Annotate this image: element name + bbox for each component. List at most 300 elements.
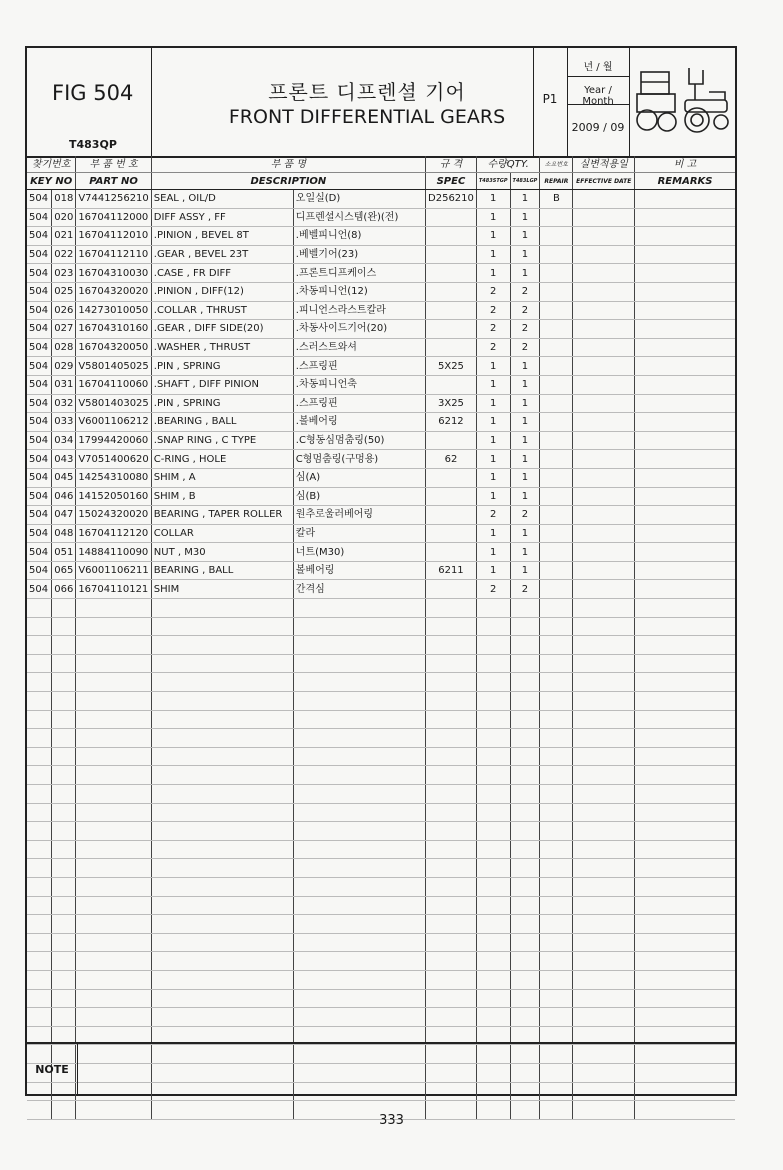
cell-repair xyxy=(540,394,573,413)
cell-q1: 1 xyxy=(476,561,510,580)
cell-spec xyxy=(426,524,477,543)
cell-key xyxy=(52,933,76,952)
cell-part xyxy=(76,822,151,841)
cell-part: V7441256210 xyxy=(76,190,151,209)
cell-q1 xyxy=(476,970,510,989)
cell-fig xyxy=(27,915,52,934)
cell-spec xyxy=(426,580,477,599)
cell-repair: B xyxy=(540,190,573,209)
cell-repair xyxy=(540,301,573,320)
cell-fig: 504 xyxy=(27,580,52,599)
qty-header-kr: 수량QTY. xyxy=(476,156,539,173)
year-month-label-kr: 년 / 월 xyxy=(583,62,613,73)
cell-fig xyxy=(27,952,52,971)
cell-desc-en xyxy=(151,766,293,785)
cell-eff xyxy=(573,654,635,673)
cell-eff xyxy=(573,301,635,320)
cell-q2: 1 xyxy=(510,375,540,394)
cell-key xyxy=(52,859,76,878)
cell-q2: 1 xyxy=(510,208,540,227)
cell-rem xyxy=(635,970,735,989)
cell-rem xyxy=(635,227,735,246)
cell-key: 023 xyxy=(52,264,76,283)
year-month-value: 2009 / 09 xyxy=(571,121,625,134)
empty-row xyxy=(27,822,735,841)
qty2-header-en: T483LGP xyxy=(510,173,540,190)
cell-eff xyxy=(573,933,635,952)
cell-q1: 1 xyxy=(476,413,510,432)
cell-q1 xyxy=(476,710,510,729)
cell-key: 047 xyxy=(52,506,76,525)
cell-spec xyxy=(426,227,477,246)
empty-row xyxy=(27,896,735,915)
cell-spec xyxy=(426,877,477,896)
cell-q2: 1 xyxy=(510,543,540,562)
cell-eff xyxy=(573,208,635,227)
parts-sheet xyxy=(25,46,737,1096)
cell-q1: 1 xyxy=(476,450,510,469)
cell-key xyxy=(52,989,76,1008)
cell-part: 16704112110 xyxy=(76,245,151,264)
empty-row xyxy=(27,654,735,673)
cell-fig xyxy=(27,599,52,618)
cell-spec xyxy=(426,1008,477,1027)
cell-eff xyxy=(573,1008,635,1027)
cell-eff xyxy=(573,264,635,283)
cell-key: 046 xyxy=(52,487,76,506)
cell-eff xyxy=(573,915,635,934)
cell-q2: 1 xyxy=(510,450,540,469)
cell-q2 xyxy=(510,877,540,896)
cell-fig xyxy=(27,654,52,673)
cell-repair xyxy=(540,673,573,692)
cell-fig: 504 xyxy=(27,524,52,543)
cell-desc-kr: .C형동심멈춤링(50) xyxy=(293,431,425,450)
cell-key: 048 xyxy=(52,524,76,543)
cell-rem xyxy=(635,245,735,264)
cell-desc-kr xyxy=(293,896,425,915)
cell-eff xyxy=(573,227,635,246)
cell-desc-en: .PIN , SPRING xyxy=(151,394,293,413)
empty-row xyxy=(27,915,735,934)
cell-q1 xyxy=(476,617,510,636)
cell-spec: 6212 xyxy=(426,413,477,432)
cell-desc-en: .SNAP RING , C TYPE xyxy=(151,431,293,450)
cell-q2: 2 xyxy=(510,301,540,320)
note-area xyxy=(27,1042,735,1096)
cell-rem xyxy=(635,301,735,320)
cell-desc-kr: .베벨기어(23) xyxy=(293,245,425,264)
cell-desc-en xyxy=(151,859,293,878)
cell-spec xyxy=(426,747,477,766)
cell-repair xyxy=(540,636,573,655)
cell-desc-kr xyxy=(293,599,425,618)
cell-fig: 504 xyxy=(27,301,52,320)
cell-rem xyxy=(635,840,735,859)
cell-fig xyxy=(27,766,52,785)
cell-repair xyxy=(540,729,573,748)
page-code: P1 xyxy=(542,92,558,106)
cell-eff xyxy=(573,636,635,655)
empty-row xyxy=(27,970,735,989)
key-header-en: KEY NO xyxy=(27,173,76,190)
cell-q1: 2 xyxy=(476,282,510,301)
cell-repair xyxy=(540,933,573,952)
cell-q2: 1 xyxy=(510,357,540,376)
cell-spec xyxy=(426,915,477,934)
cell-eff xyxy=(573,245,635,264)
cell-desc-kr xyxy=(293,822,425,841)
cell-fig: 504 xyxy=(27,375,52,394)
cell-part xyxy=(76,710,151,729)
cell-q1: 1 xyxy=(476,524,510,543)
cell-q2: 1 xyxy=(510,394,540,413)
cell-fig xyxy=(27,710,52,729)
cell-repair xyxy=(540,338,573,357)
cell-fig xyxy=(27,989,52,1008)
empty-row xyxy=(27,1008,735,1027)
spec-header-en: SPEC xyxy=(426,173,477,190)
cell-spec xyxy=(426,338,477,357)
empty-row xyxy=(27,840,735,859)
cell-desc-en xyxy=(151,710,293,729)
cell-repair xyxy=(540,580,573,599)
cell-q2 xyxy=(510,636,540,655)
cell-rem xyxy=(635,450,735,469)
cell-key xyxy=(52,766,76,785)
cell-desc-kr: 칼라 xyxy=(293,524,425,543)
cell-part: 14273010050 xyxy=(76,301,151,320)
cell-spec xyxy=(426,543,477,562)
cell-q2: 2 xyxy=(510,282,540,301)
eff-header-en: EFFECTIVE DATE xyxy=(573,173,635,190)
cell-part xyxy=(76,859,151,878)
cell-fig xyxy=(27,747,52,766)
cell-desc-kr: .볼베어링 xyxy=(293,413,425,432)
cell-eff xyxy=(573,822,635,841)
cell-q2: 2 xyxy=(510,506,540,525)
cell-desc-en: .PINION , BEVEL 8T xyxy=(151,227,293,246)
cell-key xyxy=(52,617,76,636)
cell-spec xyxy=(426,859,477,878)
cell-rem xyxy=(635,766,735,785)
cell-desc-en: .PIN , SPRING xyxy=(151,357,293,376)
cell-q1: 1 xyxy=(476,394,510,413)
cell-q1 xyxy=(476,692,510,711)
cell-desc-en: BEARING , TAPER ROLLER xyxy=(151,506,293,525)
cell-repair xyxy=(540,747,573,766)
cell-eff xyxy=(573,375,635,394)
cell-q2 xyxy=(510,952,540,971)
cell-spec: 6211 xyxy=(426,561,477,580)
cell-spec xyxy=(426,896,477,915)
cell-key xyxy=(52,729,76,748)
cell-eff xyxy=(573,357,635,376)
cell-q2 xyxy=(510,617,540,636)
cell-q2 xyxy=(510,822,540,841)
cell-q1 xyxy=(476,915,510,934)
cell-repair xyxy=(540,487,573,506)
cell-desc-en xyxy=(151,915,293,934)
cell-desc-en: SEAL , OIL/D xyxy=(151,190,293,209)
cell-repair xyxy=(540,245,573,264)
cell-part: 15024320020 xyxy=(76,506,151,525)
cell-desc-kr xyxy=(293,785,425,804)
cell-desc-kr: 원추로울러베어링 xyxy=(293,506,425,525)
cell-repair xyxy=(540,264,573,283)
table-row xyxy=(27,561,735,580)
cell-repair xyxy=(540,450,573,469)
cell-fig: 504 xyxy=(27,487,52,506)
cell-part: 16704112120 xyxy=(76,524,151,543)
cell-desc-en: .COLLAR , THRUST xyxy=(151,301,293,320)
cell-fig xyxy=(27,896,52,915)
cell-desc-en: .WASHER , THRUST xyxy=(151,338,293,357)
cell-q1: 1 xyxy=(476,264,510,283)
cell-q1 xyxy=(476,989,510,1008)
empty-row xyxy=(27,692,735,711)
cell-desc-en: .GEAR , DIFF SIDE(20) xyxy=(151,320,293,339)
cell-q1: 1 xyxy=(476,431,510,450)
cell-desc-kr: 오일실(D) xyxy=(293,190,425,209)
cell-q1 xyxy=(476,766,510,785)
cell-desc-en xyxy=(151,673,293,692)
empty-row xyxy=(27,803,735,822)
cell-desc-kr xyxy=(293,803,425,822)
cell-q1 xyxy=(476,822,510,841)
table-row xyxy=(27,487,735,506)
cell-rem xyxy=(635,561,735,580)
table-row xyxy=(27,394,735,413)
table-row xyxy=(27,506,735,525)
cell-key xyxy=(52,599,76,618)
cell-q2: 1 xyxy=(510,264,540,283)
cell-rem xyxy=(635,599,735,618)
empty-row xyxy=(27,729,735,748)
cell-rem xyxy=(635,357,735,376)
cell-repair xyxy=(540,431,573,450)
cell-desc-kr xyxy=(293,673,425,692)
cell-q2: 1 xyxy=(510,561,540,580)
cell-key xyxy=(52,840,76,859)
cell-rem xyxy=(635,524,735,543)
cell-desc-kr: .프론트디프케이스 xyxy=(293,264,425,283)
cell-spec: 5X25 xyxy=(426,357,477,376)
cell-fig xyxy=(27,673,52,692)
cell-q2 xyxy=(510,747,540,766)
cell-spec xyxy=(426,636,477,655)
title-english: FRONT DIFFERENTIAL GEARS xyxy=(228,106,506,128)
cell-spec xyxy=(426,822,477,841)
cell-part: 17994420060 xyxy=(76,431,151,450)
note-label: NOTE xyxy=(27,1044,78,1096)
cell-repair xyxy=(540,803,573,822)
cell-key: 034 xyxy=(52,431,76,450)
cell-fig: 504 xyxy=(27,320,52,339)
empty-row xyxy=(27,989,735,1008)
cell-repair xyxy=(540,692,573,711)
cell-fig: 504 xyxy=(27,338,52,357)
spec-header-kr: 규 격 xyxy=(426,156,477,173)
cell-q2: 1 xyxy=(510,468,540,487)
cell-part: V6001106212 xyxy=(76,413,151,432)
cell-spec xyxy=(426,245,477,264)
cell-q2 xyxy=(510,673,540,692)
table-row xyxy=(27,580,735,599)
cell-desc-kr: 너트(M30) xyxy=(293,543,425,562)
cell-q2 xyxy=(510,803,540,822)
cell-part xyxy=(76,785,151,804)
cell-part xyxy=(76,803,151,822)
cell-desc-kr: .차동사이드기어(20) xyxy=(293,320,425,339)
cell-desc-kr xyxy=(293,710,425,729)
cell-desc-en xyxy=(151,822,293,841)
cell-desc-en: DIFF ASSY , FF xyxy=(151,208,293,227)
cell-rem xyxy=(635,877,735,896)
cell-q2 xyxy=(510,896,540,915)
cell-desc-kr: .스프링핀 xyxy=(293,394,425,413)
cell-fig: 504 xyxy=(27,357,52,376)
cell-repair xyxy=(540,320,573,339)
cell-q2 xyxy=(510,915,540,934)
cell-desc-en: SHIM , A xyxy=(151,468,293,487)
cell-eff xyxy=(573,580,635,599)
cell-spec xyxy=(426,599,477,618)
cell-spec xyxy=(426,468,477,487)
cell-part xyxy=(76,896,151,915)
cell-eff xyxy=(573,413,635,432)
cell-desc-kr: .베벨피니언(8) xyxy=(293,227,425,246)
table-row xyxy=(27,450,735,469)
cell-key: 022 xyxy=(52,245,76,264)
cell-desc-kr: 간격심 xyxy=(293,580,425,599)
cell-eff xyxy=(573,599,635,618)
cell-fig xyxy=(27,970,52,989)
cell-eff xyxy=(573,543,635,562)
cell-fig xyxy=(27,877,52,896)
cell-part xyxy=(76,747,151,766)
cell-rem xyxy=(635,803,735,822)
cell-q1: 2 xyxy=(476,338,510,357)
cell-rem xyxy=(635,636,735,655)
cell-q1 xyxy=(476,636,510,655)
cell-spec xyxy=(426,729,477,748)
cell-q2: 1 xyxy=(510,413,540,432)
cell-eff xyxy=(573,673,635,692)
cell-fig xyxy=(27,933,52,952)
cell-key: 033 xyxy=(52,413,76,432)
cell-key xyxy=(52,673,76,692)
cell-eff xyxy=(573,952,635,971)
cell-repair xyxy=(540,970,573,989)
cell-desc-en xyxy=(151,729,293,748)
cell-desc-en xyxy=(151,636,293,655)
cell-eff xyxy=(573,989,635,1008)
cell-rem xyxy=(635,375,735,394)
cell-key xyxy=(52,952,76,971)
cell-desc-en: NUT , M30 xyxy=(151,543,293,562)
cell-q2: 2 xyxy=(510,338,540,357)
desc-header-en: DESCRIPTION xyxy=(151,173,425,190)
rem-header-en: REMARKS xyxy=(635,173,735,190)
cell-q1 xyxy=(476,673,510,692)
cell-key: 065 xyxy=(52,561,76,580)
cell-repair xyxy=(540,822,573,841)
table-row xyxy=(27,190,735,209)
cell-desc-en: .PINION , DIFF(12) xyxy=(151,282,293,301)
cell-q2 xyxy=(510,599,540,618)
desc-header-kr: 부 품 명 xyxy=(151,156,425,173)
cell-desc-kr xyxy=(293,729,425,748)
cell-repair xyxy=(540,710,573,729)
cell-fig xyxy=(27,1008,52,1027)
cell-key: 031 xyxy=(52,375,76,394)
cell-desc-kr xyxy=(293,952,425,971)
qty1-header-en: T483STGP xyxy=(476,173,510,190)
cell-part: 16704110060 xyxy=(76,375,151,394)
cell-spec xyxy=(426,840,477,859)
cell-part: V7051400620 xyxy=(76,450,151,469)
cell-desc-en xyxy=(151,1008,293,1027)
cell-desc-kr: 심(A) xyxy=(293,468,425,487)
cell-spec: D256210 xyxy=(426,190,477,209)
cell-eff xyxy=(573,431,635,450)
cell-desc-kr xyxy=(293,970,425,989)
cell-q1 xyxy=(476,933,510,952)
cell-desc-kr xyxy=(293,989,425,1008)
cell-spec xyxy=(426,375,477,394)
cell-rem xyxy=(635,896,735,915)
cell-fig: 504 xyxy=(27,227,52,246)
table-row xyxy=(27,245,735,264)
cell-key xyxy=(52,785,76,804)
fig-number: FIG 504 xyxy=(52,81,134,105)
cell-desc-en xyxy=(151,692,293,711)
table-row xyxy=(27,413,735,432)
cell-eff xyxy=(573,468,635,487)
cell-key xyxy=(52,747,76,766)
cell-part: 16704112000 xyxy=(76,208,151,227)
cell-q1: 1 xyxy=(476,245,510,264)
cell-eff xyxy=(573,970,635,989)
cell-rem xyxy=(635,747,735,766)
cell-q1: 1 xyxy=(476,487,510,506)
cell-desc-kr: C형멈춤링(구멍용) xyxy=(293,450,425,469)
cell-fig: 504 xyxy=(27,264,52,283)
cell-desc-en xyxy=(151,933,293,952)
cell-part xyxy=(76,673,151,692)
cell-q2: 1 xyxy=(510,227,540,246)
cell-part xyxy=(76,989,151,1008)
cell-repair xyxy=(540,654,573,673)
cell-key: 066 xyxy=(52,580,76,599)
cell-q1 xyxy=(476,1008,510,1027)
cell-eff xyxy=(573,710,635,729)
cell-repair xyxy=(540,617,573,636)
key-header-kr: 찾기번호 xyxy=(27,156,76,173)
cell-spec xyxy=(426,989,477,1008)
parts-table xyxy=(27,156,735,1120)
cell-desc-kr: 디프렌셜시스템(완)(전) xyxy=(293,208,425,227)
cell-q1 xyxy=(476,785,510,804)
table-row xyxy=(27,524,735,543)
title-korean: 프론트 디프렌셜 기어 xyxy=(268,80,466,104)
cell-key xyxy=(52,654,76,673)
cell-repair xyxy=(540,896,573,915)
cell-key xyxy=(52,915,76,934)
cell-rem xyxy=(635,915,735,934)
cell-part xyxy=(76,766,151,785)
